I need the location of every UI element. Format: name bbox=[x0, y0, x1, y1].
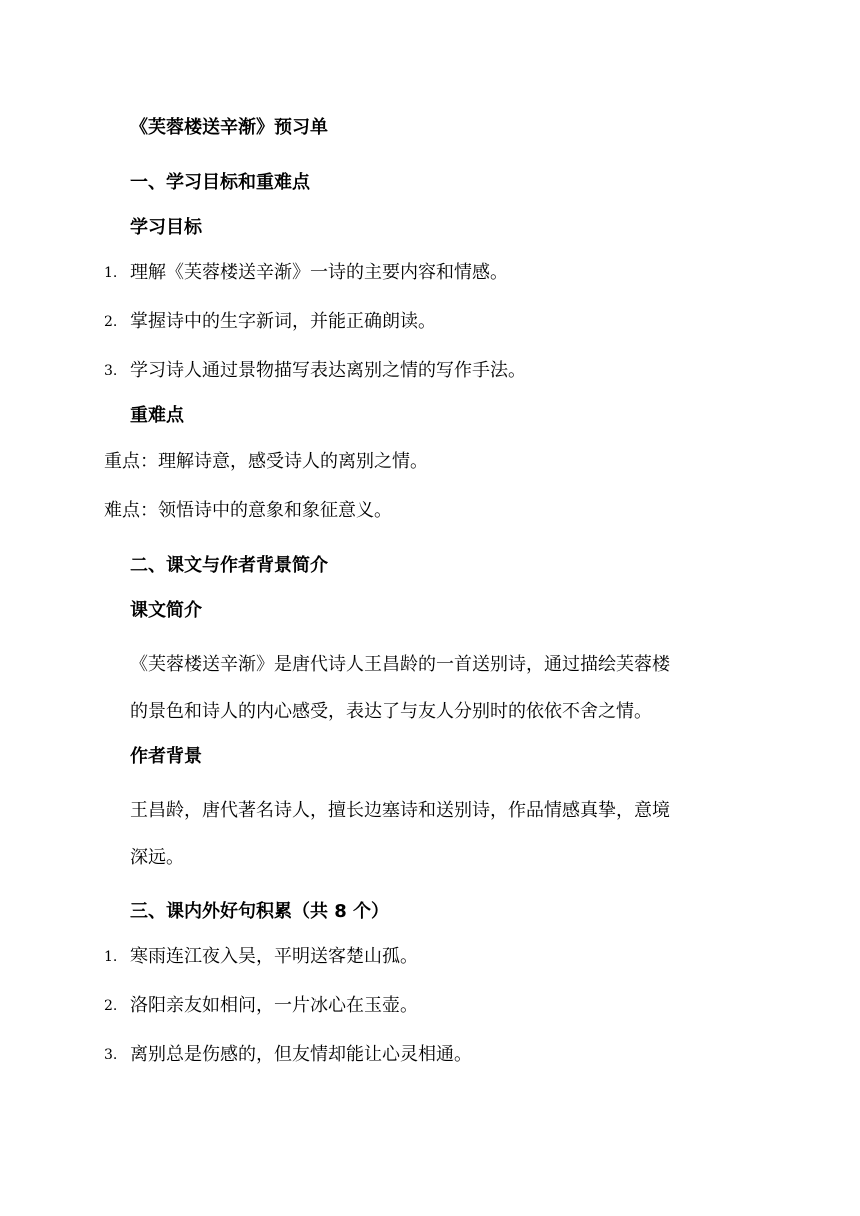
goals-heading: 学习目标 bbox=[130, 217, 202, 238]
sentence-number: 2. bbox=[104, 998, 118, 1014]
sentence-item: 洛阳亲友如相问，一片冰心在玉壶。 bbox=[130, 995, 418, 1016]
key-point: 重点：理解诗意，感受诗人的离别之情。 bbox=[104, 451, 428, 472]
sentence-item: 寒雨连江夜入吴，平明送客楚山孤。 bbox=[130, 946, 418, 967]
sentence-number: 3. bbox=[104, 1047, 118, 1063]
text-intro-line: 《芙蓉楼送辛渐》是唐代诗人王昌龄的一首送别诗，通过描绘芙蓉楼 bbox=[130, 654, 670, 675]
text-intro-line: 的景色和诗人的内心感受，表达了与友人分别时的依依不舍之情。 bbox=[130, 701, 652, 722]
author-line: 深远。 bbox=[130, 847, 184, 868]
difficult-point: 难点：领悟诗中的意象和象征意义。 bbox=[104, 500, 392, 521]
sentence-number: 1. bbox=[104, 949, 118, 965]
section2-heading: 二、课文与作者背景简介 bbox=[130, 555, 328, 576]
goal-number: 2. bbox=[104, 314, 118, 330]
section1-heading: 一、学习目标和重难点 bbox=[130, 172, 310, 193]
goal-number: 3. bbox=[104, 363, 118, 379]
goal-item: 学习诗人通过景物描写表达离别之情的写作手法。 bbox=[130, 360, 526, 381]
author-heading: 作者背景 bbox=[130, 746, 202, 767]
document-title: 《芙蓉楼送辛渐》预习单 bbox=[130, 117, 328, 138]
text-intro-heading: 课文简介 bbox=[130, 600, 202, 621]
section3-heading: 三、课内外好句积累（共 8 个） bbox=[130, 901, 390, 922]
key-difficult-heading: 重难点 bbox=[130, 405, 184, 426]
goal-number: 1. bbox=[104, 265, 118, 281]
goal-item: 掌握诗中的生字新词，并能正确朗读。 bbox=[130, 311, 436, 332]
goal-item: 理解《芙蓉楼送辛渐》一诗的主要内容和情感。 bbox=[130, 262, 508, 283]
sentence-item: 离别总是伤感的，但友情却能让心灵相通。 bbox=[130, 1044, 472, 1065]
author-line: 王昌龄，唐代著名诗人，擅长边塞诗和送别诗，作品情感真挚，意境 bbox=[130, 800, 670, 821]
